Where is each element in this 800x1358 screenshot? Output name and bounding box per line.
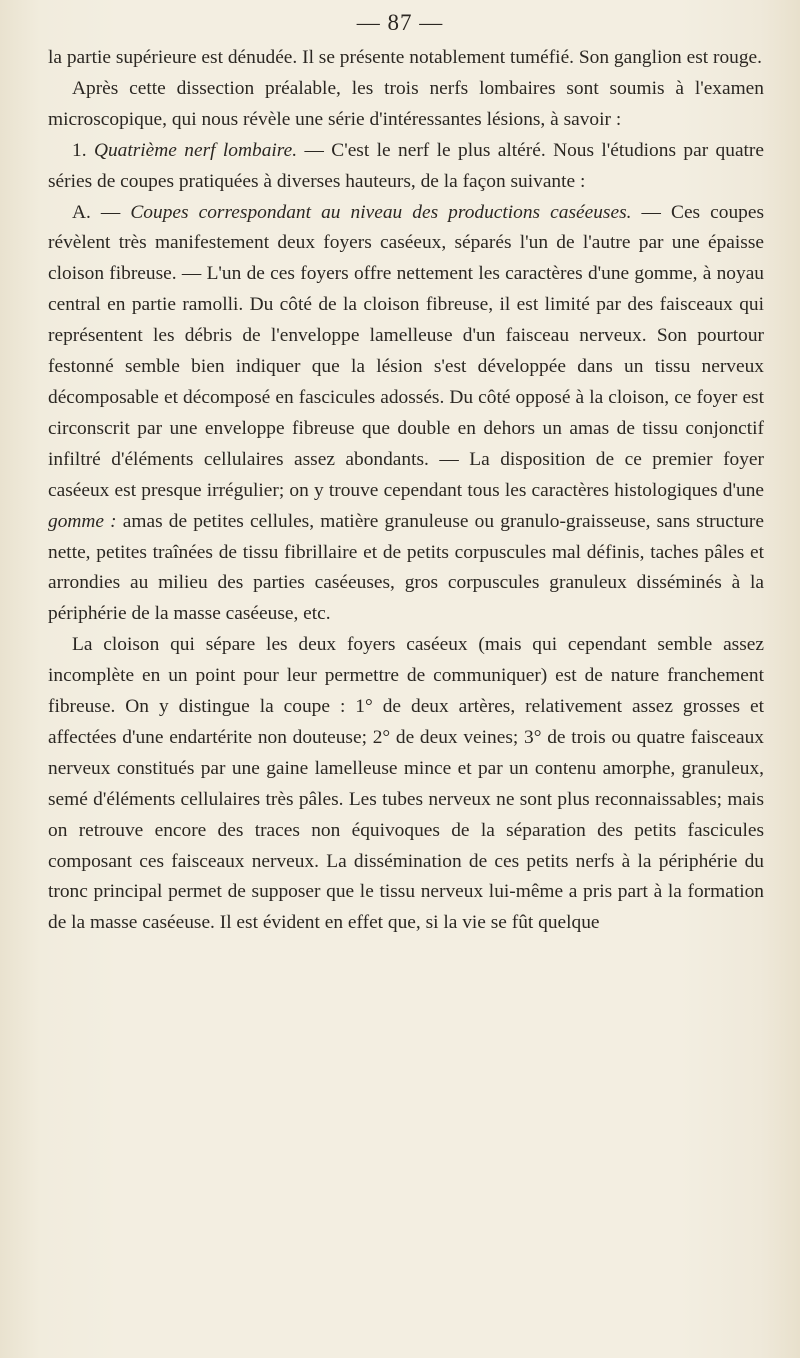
paragraph-3-text: — C'est le nerf le plus altéré. Nous l'étudions par quatre séries de coupes pratiquées à diverses hauteurs, de la façon suivante : xyxy=(48,139,765,192)
page-number: — 87 — xyxy=(356,10,444,35)
paragraph-4-text-2: amas de petites cellules, matière granuleuse ou granulo-graisseuse, sans structure nette, petites traînées de tissu fibrillaire et de petits corpuscules mal définis, taches pâles et arrondies au milieu des parties caséeuses, gros corpuscules granuleux disséminés à la périphérie de la masse caséeuse, etc. xyxy=(48,510,764,625)
paragraph-4 xyxy=(48,198,764,631)
paragraph-4-emphasis: gomme : xyxy=(48,510,117,532)
paragraph-5: La cloison qui sépare les deux foyers caséeux (mais qui cependant semble assez incomplète en un point pour leur permettre de communiquer) est de nature franchement fibreuse. On y distingue la coupe : 1° de deux artères, relativement assez grosses et affectées d'une endartérite non douteuse; 2° de deux veines; 3° de trois ou quatre faisceaux nerveux constitués par une gaine lamelleuse mince et par un contenu amorphe, granuleux, semé d'éléments cellulaires très pâles. Les tubes nerveux ne sont plus reconnaissables; mais on retrouve encore des traces non équivoques de la séparation des petits fascicules composant ces faisceaux nerveux. La dissémination de ces petits nerfs à la périphérie du tronc principal permet de supposer que le tissu nerveux lui-même a pris part à la formation de la masse caséeuse. Il est évident en effet que, si la vie se fût quelque xyxy=(48,634,764,934)
paragraph-3 xyxy=(48,136,764,198)
paragraph-4-text-1: — Ces coupes révèlent très manifestement deux foyers caséeux, séparés l'un de l'autre par une épaisse cloison fibreuse. — L'un de ces foyers offre nettement les caractères d'une gomme, à noyau central en partie ramolli. Du côté de la cloison fibreuse, il est limité par des faisceaux qui représentent les débris de l'enveloppe lamelleuse d'un faisceau nerveux. Son pourtour festonné semble bien indiquer que la lésion s'est développée dans un tissu nerveux décomposable et décomposé en fascicules adossés. Du côté opposé à la cloison, ce foyer est circonscrit par une enveloppe fibreuse que double en dehors un amas de tissu conjonctif infiltré d'éléments cellulaires assez abondants. — La disposition de ce premier foyer caséeux est presque irrégulier; on y trouve cependant tous les caractères histologiques d'une xyxy=(48,201,765,501)
section-heading-fourth-nerve: Quatrième nerf lombaire. xyxy=(93,139,298,161)
paragraph-4-prefix: A. — xyxy=(72,201,131,223)
paragraph-1: la partie supérieure est dénudée. Il se présente notablement tuméfié. Son ganglion est rouge. xyxy=(48,47,762,68)
paragraph-2: Après cette dissection préalable, les trois nerfs lombaires sont soumis à l'examen microscopique, qui nous révèle une série d'intéressantes lésions, à savoir : xyxy=(48,77,764,130)
page-body xyxy=(48,43,764,939)
paragraph-3-prefix: 1. xyxy=(72,139,94,161)
section-heading-coupes: Coupes correspondant au niveau des productions caséeuses. xyxy=(130,201,632,223)
